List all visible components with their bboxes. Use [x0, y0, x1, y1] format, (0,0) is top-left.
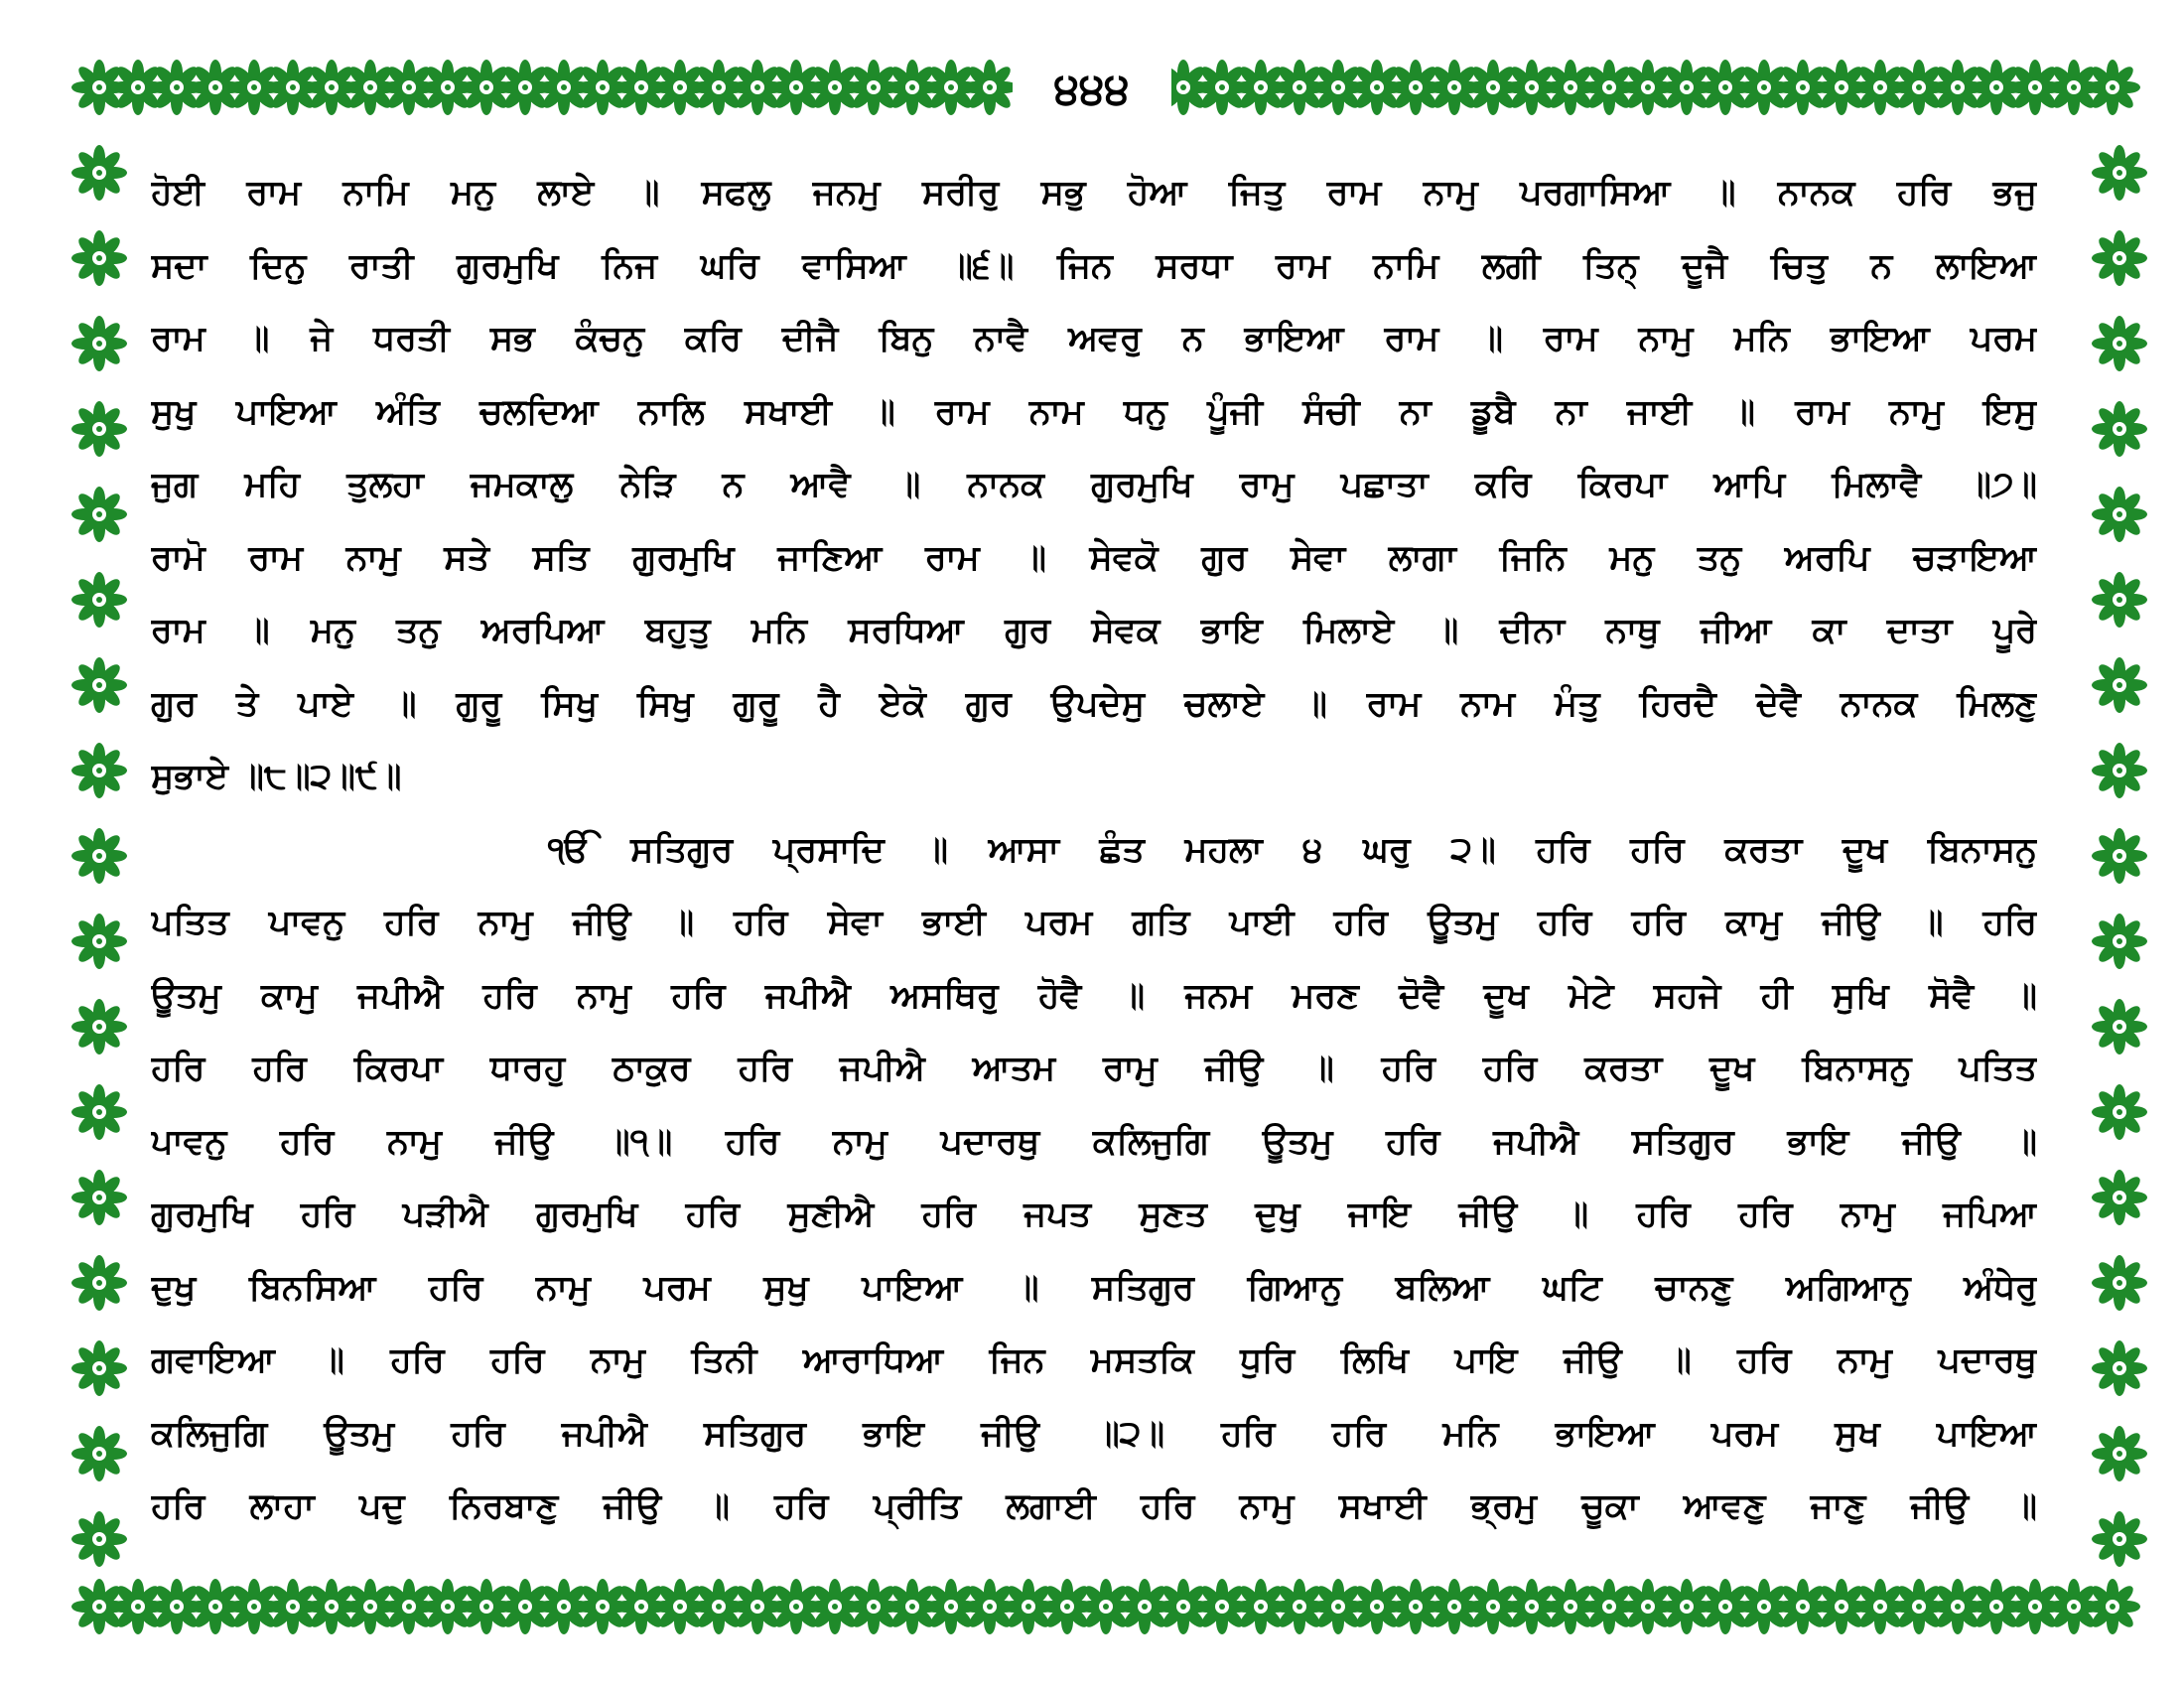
text-line: ਗੁਰ ਤੇ ਪਾਏ ॥ ਗੁਰੂ ਸਿਖੁ ਸਿਖੁ ਗੁਰੂ ਹੈ ਏਕੋ ਗੁਰ ਉਪਦੇਸੁ ਚਲਾਏ ॥ ਰਾਮ ਨਾਮ ਮੰਤੁ ਹਿਰਦੈ ਦੇਵੈ ਨਾਨਕ ਮਿਲਣੁ	[151, 683, 2037, 724]
text-line: ਊਤਮੁ ਕਾਮੁ ਜਪੀਐ ਹਰਿ ਨਾਮੁ ਹਰਿ ਜਪੀਐ ਅਸਥਿਰੁ ਹੋਵੈ ॥ ਜਨਮ ਮਰਣ ਦੋਵੈ ਦੂਖ ਮੇਟੇ ਸਹਜੇ ਹੀ ਸੁਖਿ ਸੋਵੈ ॥	[151, 975, 2037, 1016]
flower-icon	[2092, 1255, 2147, 1311]
flower-icon	[2092, 1340, 2147, 1396]
flower-icon	[71, 1170, 127, 1225]
flower-icon	[2092, 1084, 2147, 1140]
flower-icon	[2092, 657, 2147, 713]
text-line: ਕਲਿਜੁਗਿ ਊਤਮੁ ਹਰਿ ਜਪੀਐ ਸਤਿਗੁਰ ਭਾਇ ਜੀਉ ॥੨॥ ਹਰਿ ਹਰਿ ਮਨਿ ਭਾਇਆ ਪਰਮ ਸੁਖ ਪਾਇਆ	[151, 1413, 2037, 1454]
text-line: ਗੁਰਮੁਖਿ ਹਰਿ ਪੜੀਐ ਗੁਰਮੁਖਿ ਹਰਿ ਸੁਣੀਐ ਹਰਿ ਜਪਤ ਸੁਣਤ ਦੁਖੁ ਜਾਇ ਜੀਉ ॥ ਹਰਿ ਹਰਿ ਨਾਮੁ ਜਪਿਆ	[151, 1195, 2037, 1234]
flower-icon	[2092, 743, 2147, 798]
flower-icon	[71, 1426, 127, 1481]
flower-icon	[2092, 230, 2147, 286]
flower-icon	[71, 743, 127, 798]
flower-icon	[2092, 401, 2147, 457]
flower-icon	[2092, 999, 2147, 1055]
flower-icon	[71, 1511, 127, 1567]
text-line: ਸੁਭਾਏ ॥੮॥੨॥੯॥	[151, 757, 402, 796]
text-line: ਦੁਖੁ ਬਿਨਸਿਆ ਹਰਿ ਨਾਮੁ ਪਰਮ ਸੁਖੁ ਪਾਇਆ ॥ ਸਤਿਗੁਰ ਗਿਆਨੁ ਬਲਿਆ ਘਟਿ ਚਾਨਣੁ ਅਗਿਆਨੁ ਅੰਧੇਰੁ	[151, 1267, 2037, 1308]
flower-icon	[2085, 60, 2140, 115]
text-line: ਹਰਿ ਲਾਹਾ ਪਦੁ ਨਿਰਬਾਣੁ ਜੀਉ ॥ ਹਰਿ ਪ੍ਰੀਤਿ ਲਗਾਈ ਹਰਿ ਨਾਮੁ ਸਖਾਈ ਭ੍ਰਮੁ ਚੂਕਾ ਆਵਣੁ ਜਾਣੁ ਜੀਉ ॥	[151, 1486, 2037, 1526]
text-line: ਰਾਮੋ ਰਾਮ ਨਾਮੁ ਸਤੇ ਸਤਿ ਗੁਰਮੁਖਿ ਜਾਣਿਆ ਰਾਮ ॥ ਸੇਵਕੋ ਗੁਰ ਸੇਵਾ ਲਾਗਾ ਜਿਨਿ ਮਨੁ ਤਨੁ ਅਰਪਿ ਚੜਾਇਆ	[151, 537, 2037, 578]
flower-icon	[2092, 1511, 2147, 1567]
text-line-heading: ੴ ਸਤਿਗੁਰ ਪ੍ਰਸਾਦਿ ॥ ਆਸਾ ਛੰਤ ਮਹਲਾ ੪ ਘਰੁ ੨॥ ਹਰਿ ਹਰਿ ਕਰਤਾ ਦੂਖ ਬਿਨਾਸਨੁ	[548, 829, 2037, 870]
flower-icon	[71, 316, 127, 371]
flower-icon	[71, 1255, 127, 1311]
flower-icon	[2092, 1170, 2147, 1225]
flower-icon	[71, 999, 127, 1055]
flower-icon	[71, 572, 127, 628]
text-line: ਪਾਵਨੁ ਹਰਿ ਨਾਮੁ ਜੀਉ ॥੧॥ ਹਰਿ ਨਾਮੁ ਪਦਾਰਥੁ ਕਲਿਜੁਗਿ ਊਤਮੁ ਹਰਿ ਜਪੀਐ ਸਤਿਗੁਰ ਭਾਇ ਜੀਉ ॥	[151, 1121, 2037, 1162]
text-line: ਸੁਖੁ ਪਾਇਆ ਅੰਤਿ ਚਲਦਿਆ ਨਾਲਿ ਸਖਾਈ ॥ ਰਾਮ ਨਾਮ ਧਨੁ ਪੂੰਜੀ ਸੰਚੀ ਨਾ ਡੂਬੈ ਨਾ ਜਾਈ ॥ ਰਾਮ ਨਾਮੁ ਇਸੁ	[151, 391, 2037, 432]
flower-icon	[2092, 572, 2147, 628]
flower-icon	[2092, 487, 2147, 542]
flower-icon	[2092, 1426, 2147, 1481]
text-line: ਸਦਾ ਦਿਨੁ ਰਾਤੀ ਗੁਰਮੁਖਿ ਨਿਜ ਘਰਿ ਵਾਸਿਆ ॥੬॥ ਜਿਨ ਸਰਧਾ ਰਾਮ ਨਾਮਿ ਲਗੀ ਤਿਨ੍ ਦੂਜੈ ਚਿਤੁ ਨ ਲਾਇਆ	[151, 245, 2037, 286]
flower-icon	[71, 1084, 127, 1140]
page-number: ੪੪੪	[1013, 60, 1171, 119]
flower-icon	[71, 1340, 127, 1396]
flower-icon	[2092, 145, 2147, 201]
text-line: ਹੋਈ ਰਾਮ ਨਾਮਿ ਮਨੁ ਲਾਏ ॥ ਸਫਲੁ ਜਨਮੁ ਸਰੀਰੁ ਸਭੁ ਹੋਆ ਜਿਤੁ ਰਾਮ ਨਾਮੁ ਪਰਗਾਸਿਆ ॥ ਨਾਨਕ ਹਰਿ ਭਜੁ	[151, 173, 2037, 212]
scripture-text	[151, 157, 2037, 1544]
text-line: ਹਰਿ ਹਰਿ ਕਿਰਪਾ ਧਾਰਹੁ ਠਾਕੁਰ ਹਰਿ ਜਪੀਐ ਆਤਮ ਰਾਮੁ ਜੀਉ ॥ ਹਰਿ ਹਰਿ ਕਰਤਾ ਦੂਖ ਬਿਨਾਸਨੁ ਪਤਿਤ	[151, 1049, 2037, 1088]
flower-icon	[71, 401, 127, 457]
flower-icon	[71, 145, 127, 201]
flower-icon	[2085, 1579, 2140, 1634]
text-line: ਗਵਾਇਆ ॥ ਹਰਿ ਹਰਿ ਨਾਮੁ ਤਿਨੀ ਆਰਾਧਿਆ ਜਿਨ ਮਸਤਕਿ ਧੁਰਿ ਲਿਖਿ ਪਾਇ ਜੀਉ ॥ ਹਰਿ ਨਾਮੁ ਪਦਾਰਥੁ	[151, 1340, 2037, 1380]
text-line: ਰਾਮ ॥ ਮਨੁ ਤਨੁ ਅਰਪਿਆ ਬਹੁਤੁ ਮਨਿ ਸਰਧਿਆ ਗੁਰ ਸੇਵਕ ਭਾਇ ਮਿਲਾਏ ॥ ਦੀਨਾ ਨਾਥੁ ਜੀਆ ਕਾ ਦਾਤਾ ਪੂਰੇ	[151, 611, 2037, 650]
flower-icon	[2092, 828, 2147, 884]
flower-icon	[962, 60, 1018, 115]
flower-icon	[71, 487, 127, 542]
text-line: ਰਾਮ ॥ ਜੇ ਧਰਤੀ ਸਭ ਕੰਚਨੁ ਕਰਿ ਦੀਜੈ ਬਿਨੁ ਨਾਵੈ ਅਵਰੁ ਨ ਭਾਇਆ ਰਾਮ ॥ ਰਾਮ ਨਾਮੁ ਮਨਿ ਭਾਇਆ ਪਰਮ	[151, 319, 2037, 358]
flower-icon	[2092, 316, 2147, 371]
text-line: ਜੁਗ ਮਹਿ ਤੁਲਹਾ ਜਮਕਾਲੁ ਨੇੜਿ ਨ ਆਵੈ ॥ ਨਾਨਕ ਗੁਰਮੁਖਿ ਰਾਮੁ ਪਛਾਤਾ ਕਰਿ ਕਿਰਪਾ ਆਪਿ ਮਿਲਾਵੈ ॥੭॥	[151, 465, 2037, 504]
flower-icon	[71, 828, 127, 884]
flower-icon	[71, 657, 127, 713]
flower-icon	[71, 914, 127, 969]
flower-icon	[71, 230, 127, 286]
flower-icon	[2092, 914, 2147, 969]
text-line: ਪਤਿਤ ਪਾਵਨੁ ਹਰਿ ਨਾਮੁ ਜੀਉ ॥ ਹਰਿ ਸੇਵਾ ਭਾਈ ਪਰਮ ਗਤਿ ਪਾਈ ਹਰਿ ਊਤਮੁ ਹਰਿ ਹਰਿ ਕਾਮੁ ਜੀਉ ॥ ਹਰਿ	[151, 903, 2037, 942]
